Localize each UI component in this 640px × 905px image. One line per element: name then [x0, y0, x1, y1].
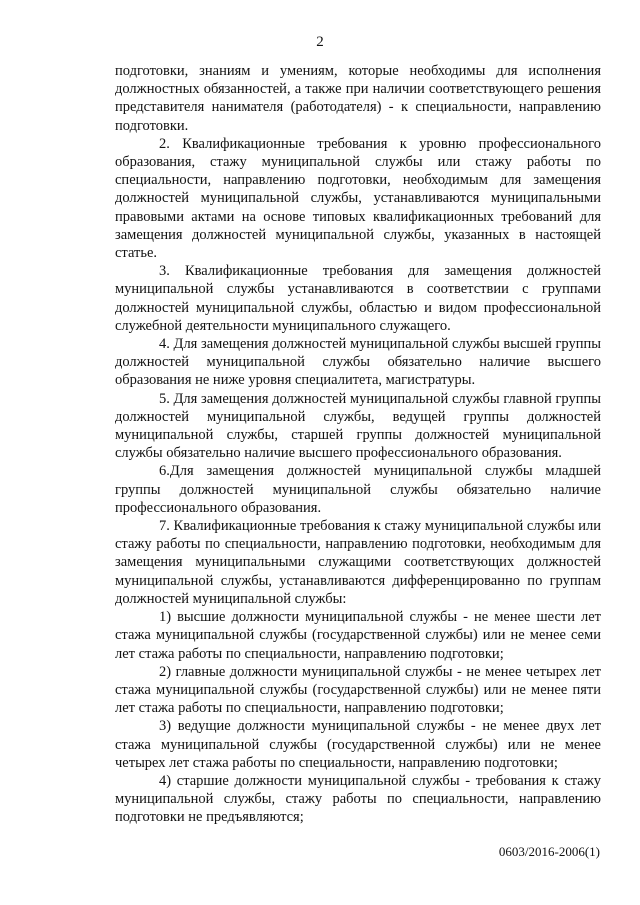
list-item-3: 3) ведущие должности муниципальной службы - не менее двух лет стажа муниципальной службы (государственной службы) или не менее четырех лет стажа работы по специальности, направлению подготовки; — [115, 718, 601, 771]
list-item-4: 4) старшие должности муниципальной службы - требования к стажу муниципальной службы, стажу работы по специальности, направлению подготовки не предъявляются; — [115, 772, 601, 826]
list-item-1: 1) высшие должности муниципальной службы - не менее шести лет стажа муниципальной службы (государственной службы) или не менее семи лет стажа работы по специальности, направлению подготовки; — [115, 609, 601, 662]
paragraph-2: 2. Квалификационные требования к уровню профессионального образования, стажу муниципальной службы или стажу работы по специальности, направлению подготовки, необходимым для замещения должностей муниципальной службы, устанавливаются муниципальными правовыми актами на основе типовых квалификационных требований для замещения должностей муниципальной службы, указанных в настоящей статье. — [115, 135, 601, 262]
list-item-2: 2) главные должности муниципальной службы - не менее четырех лет стажа муниципальной службы (государственной службы) или не менее пяти лет стажа работы по специальности, направлению подготовки; — [115, 663, 601, 717]
document-code: 0603/2016-2006(1) — [498, 844, 600, 859]
paragraph-5: 5. Для замещения должностей муниципальной службы главной группы должностей муниципальной службы, ведущей группы должностей муниципальной службы, старшей группы должностей муниципальной службы обязательно наличие высшего профессионального образования. — [115, 390, 601, 462]
paragraph-continuation: подготовки, знаниям и умениям, которые необходимы для исполнения должностных обязанностей, а также при наличии соответствующего решения представителя нанимателя (работодателя) - к специальности, направлению подготовки. — [115, 63, 601, 134]
paragraph-4: 4. Для замещения должностей муниципальной службы высшей группы должностей муниципальной службы обязательно наличие высшего образования не ниже уровня специалитета, магистратуры. — [115, 336, 601, 389]
page-number: 2 — [316, 34, 324, 50]
paragraph-3: 3. Квалификационные требования для замещения должностей муниципальной службы устанавливаются в соответствии с группами должностей муниципальной службы, областью и видом профессиональной служебной деятельности муниципального служащего. — [115, 263, 601, 334]
paragraph-6: 6.Для замещения должностей муниципальной службы младшей группы должностей муниципальной службы обязательно наличие профессионального образования. — [115, 463, 601, 516]
document-body — [115, 62, 601, 827]
paragraph-7: 7. Квалификационные требования к стажу муниципальной службы или стажу работы по специальности, направлению подготовки, необходимым для замещения муниципальными служащими соответствующих должностей муниципальной службы, устанавливаются дифференцированно по группам должностей муниципальной службы: — [115, 518, 601, 607]
